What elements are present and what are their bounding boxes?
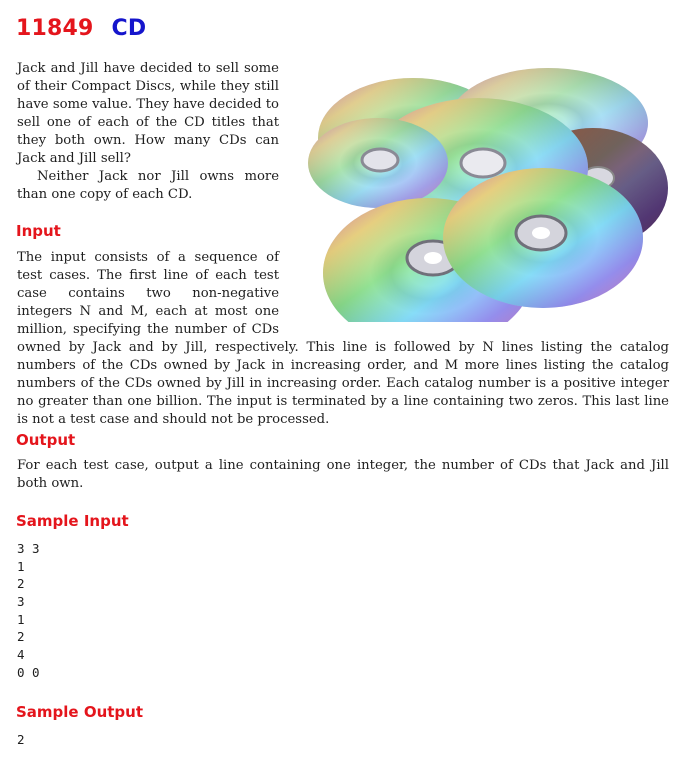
sample-output-heading: Sample Output (16, 703, 144, 721)
cd-disc-left (308, 118, 448, 208)
problem-name: CD (111, 16, 147, 41)
image-wrap-spacer (279, 249, 669, 324)
statement-paragraph-1: Jack and Jill have decided to sell some of their Compact Discs, while they still have some value. They have decided to sell one of each of the CD titles that they both own. How many CDs can Jack and Jill sell? (17, 61, 279, 166)
input-description (17, 249, 669, 429)
problem-statement (17, 60, 279, 204)
statement-paragraph-2: Neither Jack nor Jill owns more than one copy of each CD. (17, 169, 279, 202)
problem-title (16, 16, 146, 41)
sample-input-line: 2 (17, 576, 25, 592)
problem-id: 11849 (16, 16, 94, 41)
input-heading: Input (16, 222, 61, 240)
output-description: For each test case, output a line containing one integer, the number of CDs that Jack and Jill both own. (17, 458, 669, 491)
sample-input-line: 3 3 (17, 541, 40, 556)
output-heading: Output (16, 431, 76, 449)
sample-input-line: 0 0 (17, 664, 40, 680)
sample-input-line: 2 (17, 629, 25, 645)
sample-input-line: 1 (17, 611, 25, 627)
sample-input-block (17, 540, 40, 682)
sample-output-line: 2 (17, 732, 25, 747)
input-description-text: The input consists of a sequence of test cases. The first line of each test case contains two non-negative integers N and M, each at most one million, specifying the number of CDs owned by Jack and by Jill, respectively. This line is followed by N lines listing the catalog numbers of the CDs owned by Jack in increasing order, and M more lines listing the catalog numbers of the CDs owned by Jill in increasing order. Each catalog number is a positive integer no greater than one billion. The input is terminated by a line containing two zeros. This last line is not a test case and should not be processed. (17, 250, 669, 427)
sample-input-heading: Sample Input (16, 512, 129, 530)
sample-input-line: 4 (17, 647, 25, 663)
sample-input-line: 1 (17, 558, 25, 574)
sample-output-block (17, 731, 25, 749)
sample-input-line: 3 (17, 594, 25, 610)
